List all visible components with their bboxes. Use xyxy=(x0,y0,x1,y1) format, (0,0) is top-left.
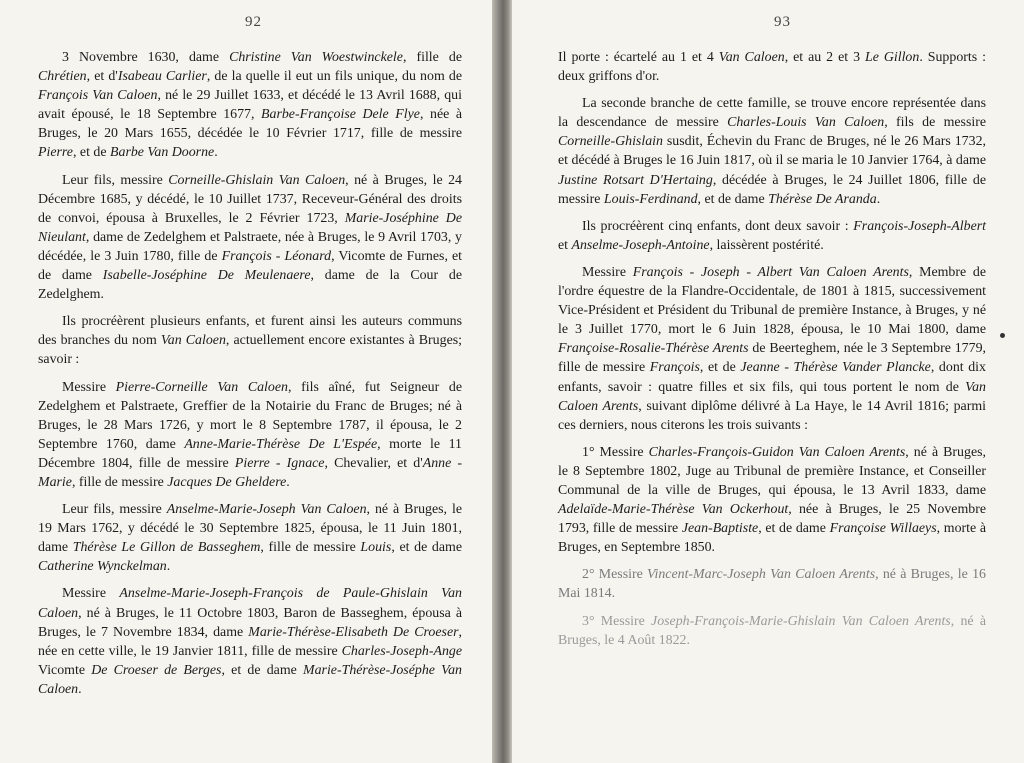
text-run: Messire xyxy=(62,379,116,395)
paragraph xyxy=(558,612,986,650)
italic-name: Louis xyxy=(360,540,392,556)
text-run: . xyxy=(214,145,218,161)
text-run: , et au 2 et 3 xyxy=(784,50,865,65)
italic-name: François-Joseph-Albert xyxy=(853,218,986,234)
text-run: , né à Bruges, le 4 Août 1822. xyxy=(558,613,986,648)
italic-name: Anne-Marie-Thérèse De L'Espée xyxy=(184,436,378,452)
italic-name: Charles-Joseph-Ange xyxy=(341,643,462,659)
italic-name: Marie-Thérèse-Elisabeth De Croeser xyxy=(248,624,459,640)
text-run: , née à Bruges, le 25 Novembre 1793, fille de messire xyxy=(558,502,986,537)
italic-name: Anselme-Marie-Joseph-François de Paule-Ghislain Van Caloen xyxy=(38,586,462,621)
text-run: , et de dame xyxy=(221,662,304,678)
text-run: 1° Messire xyxy=(582,444,649,460)
text-run: , Membre de l'ordre équestre de la Flandre-Occidentale, de 1801 à 1815, successivement Vice-Président et Président du Tribunal de première Instance, à Bruges, y né le 3 Juillet 1770, mort le 6 Juin 1828, épousa, le 10 Mai 1800, dame xyxy=(558,264,987,338)
text-run: . xyxy=(286,474,290,490)
paragraph xyxy=(38,584,462,699)
text-run: , et d' xyxy=(86,69,118,85)
right-page xyxy=(512,0,1024,763)
italic-name: Catherine Wynckelman xyxy=(38,559,167,575)
italic-name: Jeanne - Thérèse Vander Plancke xyxy=(740,360,931,376)
italic-name: Barbe-Françoise Dele Flye xyxy=(261,107,420,123)
text-run: Ils procréèrent plusieurs enfants, et furent ainsi les auteurs communs des branches du nom xyxy=(38,314,462,349)
italic-name: Van Caloen xyxy=(718,50,785,65)
text-run: , né à Bruges, le 8 Septembre 1802, Juge au Tribunal de première Instance, et Conseiller Communal de la ville de Bruges, qui épousa, le 13 Avril 1833, dame xyxy=(558,444,986,498)
paragraph xyxy=(558,263,986,435)
text-run: , et de xyxy=(699,360,741,376)
text-run: , née à Bruges, le 20 Mars 1655, décédée le 10 Février 1717, fille de messire xyxy=(38,107,462,142)
text-run: , fille de messire xyxy=(260,540,361,556)
italic-name: Thérèse De Aranda xyxy=(768,191,877,207)
italic-name: François - Joseph - Albert Van Caloen Arents xyxy=(632,264,909,280)
italic-name: Anselme-Marie-Joseph Van Caloen xyxy=(166,502,367,518)
left-page xyxy=(0,0,492,763)
italic-name: François Van Caloen xyxy=(38,88,158,104)
italic-name: Justine Rotsart D'Hertaing xyxy=(558,172,713,188)
text-run: , fils de messire xyxy=(884,115,987,131)
paragraph xyxy=(38,500,462,576)
text-run: , et de xyxy=(72,145,111,161)
text-run: susdit, Échevin du Franc de Bruges, né le 26 Mars 1732, et décédé à Bruges le 16 Juin 1817, où il se maria le 10 Janvier 1764, à dame xyxy=(558,134,986,169)
text-run: , et de dame xyxy=(758,521,830,537)
text-run: et xyxy=(558,237,572,253)
paragraph xyxy=(558,94,986,209)
paragraph xyxy=(558,443,986,558)
italic-name: Pierre-Corneille Van Caloen xyxy=(115,379,288,395)
italic-name: François - Léonard xyxy=(221,248,332,264)
italic-name: Isabelle-Joséphine De Meulenaere xyxy=(102,268,311,284)
text-run: Messire xyxy=(62,586,120,602)
italic-name: Corneille-Ghislain xyxy=(558,134,663,150)
text-run: Leur fils, messire xyxy=(62,172,169,188)
italic-name: Thérèse Le Gillon de Basseghem xyxy=(72,540,261,556)
text-run: . Supports : deux griffons d'or. xyxy=(558,50,986,85)
text-run: 3° Messire xyxy=(582,613,652,629)
italic-name: Marie-Joséphine De Nieulant xyxy=(38,210,462,245)
italic-name: Van Caloen xyxy=(160,333,226,349)
text-run: , laissèrent postérité. xyxy=(709,237,824,253)
italic-name: Jacques De Gheldere xyxy=(167,474,287,490)
italic-name: Pierre - Ignace xyxy=(234,455,325,471)
text-run: Vicomte xyxy=(38,662,92,678)
text-run: , et de dame xyxy=(391,540,462,556)
italic-name: Joseph-François-Marie-Ghislain Van Caloen Arents xyxy=(651,613,951,629)
text-run: , Vicomte de Furnes, et de dame xyxy=(38,248,463,284)
italic-name: Charles-François-Guidon Van Caloen Arents xyxy=(648,444,906,460)
text-run: , fils aîné, fut Seigneur de Zedelghem et Palstraete, Greffier de la Notairie du Franc de Bruges; né à Bruges, le 28 Mars 1726, y mort le 8 Septembre 1787, il épousa, le 2 Septembre 1760, dame xyxy=(38,379,462,452)
text-run: 3 Novembre 1630, dame xyxy=(62,50,230,65)
ink-spot xyxy=(1000,333,1005,338)
paragraph xyxy=(558,48,986,86)
text-run: , morte à Bruges, en Septembre 1850. xyxy=(558,521,987,556)
text-run: , de la quelle il eut un fils unique, du nom de xyxy=(206,69,462,85)
italic-name: Anselme-Joseph-Antoine xyxy=(571,237,710,253)
italic-name: Françoise Willaeys xyxy=(829,521,937,537)
right-page-number: 93 xyxy=(774,14,791,30)
text-run: La seconde branche de cette famille, se trouve encore représentée dans la descendance de messire xyxy=(558,96,986,131)
text-run: , né à Bruges, le 19 Mars 1762, y décédé le 30 Septembre 1825, épousa, le 11 Juin 1801, dame xyxy=(38,502,463,556)
italic-name: Jean-Baptiste xyxy=(681,521,759,537)
paragraph xyxy=(38,378,462,493)
text-run: . xyxy=(876,191,881,207)
text-run: , né à Bruges, le 11 Octobre 1803, Baron de Basseghem, épousa à Bruges, le 7 Novembre 1834, dame xyxy=(38,605,462,640)
text-run: , né à Bruges, le 24 Décembre 1685, y décédé, le 10 Juillet 1737, Receveur-Général des droits de convoi, épousa à Bruxelles, le 2 Février 1723, xyxy=(38,172,463,226)
text-run: , fille de messire xyxy=(71,474,168,490)
text-run: , dame de Zedelghem et Palstraete, née à Bruges, le 9 Avril 1703, y décédée, le 3 Juin 1780, fille de xyxy=(38,229,462,264)
paragraph xyxy=(558,217,986,255)
italic-name: François xyxy=(649,360,700,376)
text-run: 2° Messire xyxy=(582,567,648,583)
italic-name: Isabeau Carlier xyxy=(117,69,207,85)
left-page-number: 92 xyxy=(245,14,262,30)
italic-name: Le Gillon xyxy=(864,50,920,65)
italic-name: Marie-Thérèse-Joséphe Van Caloen xyxy=(38,662,462,697)
italic-name: Pierre xyxy=(38,145,73,161)
text-run: Leur fils, messire xyxy=(62,502,167,518)
text-run: Il porte : écartelé au 1 et 4 xyxy=(558,50,719,65)
paragraph xyxy=(38,312,462,369)
text-run: , morte le 11 Décembre 1804, fille de messire xyxy=(38,436,462,471)
text-run: . xyxy=(78,681,82,697)
text-run: , dame de la Cour de Zedelghem. xyxy=(38,268,462,303)
text-run: , dont dix enfants, savoir : quatre filles et six fils, qui tous portent le nom de xyxy=(558,360,986,395)
italic-name: Corneille-Ghislain Van Caloen xyxy=(168,172,346,188)
right-page-text xyxy=(558,48,986,658)
italic-name: De Croeser de Berges xyxy=(91,662,222,678)
text-run: . xyxy=(166,559,171,575)
text-run: , fille de xyxy=(402,50,462,65)
paragraph xyxy=(38,48,462,163)
text-run: , et de dame xyxy=(697,191,769,207)
text-run: Ils procréèrent cinq enfants, dont deux savoir : xyxy=(582,218,854,234)
text-run: , née en cette ville, le 19 Janvier 1811, fille de messire xyxy=(38,624,463,659)
italic-name: Françoise-Rosalie-Thérèse Arents xyxy=(558,341,749,357)
italic-name: Vincent-Marc-Joseph Van Caloen Arents xyxy=(647,567,876,583)
text-run: , décédée à Bruges, le 24 Juillet 1806, fille de messire xyxy=(558,172,986,207)
text-run: , né le 29 Juillet 1633, et décédé le 13 Avril 1688, qui avait épousé, le 18 Septembre 1677, xyxy=(38,88,462,123)
text-run: , Chevalier, et d' xyxy=(324,455,423,471)
paragraph xyxy=(38,171,462,305)
book-gutter xyxy=(492,0,512,763)
text-run: , né à Bruges, le 16 Mai 1814. xyxy=(558,567,986,602)
italic-name: Chrétien xyxy=(38,69,87,85)
italic-name: Van Caloen Arents xyxy=(558,379,986,414)
italic-name: Anne - Marie xyxy=(38,455,462,490)
text-run: , actuellement encore existantes à Bruges; savoir : xyxy=(38,333,462,368)
text-run: Messire xyxy=(582,264,633,280)
italic-name: Louis-Ferdinand xyxy=(603,191,698,207)
italic-name: Charles-Louis Van Caloen xyxy=(727,115,885,131)
paragraph xyxy=(558,565,986,603)
text-run: , suivant diplôme délivré à La Haye, le 14 Avril 1816; parmi ces derniers, nous citerons les trois suivants : xyxy=(558,398,986,433)
left-page-text xyxy=(38,48,462,707)
italic-name: Barbe Van Doorne xyxy=(110,145,215,161)
text-run: de Beerteghem, née le 3 Septembre 1779, fille de messire xyxy=(558,341,986,376)
italic-name: Christine Van Woestwinckele xyxy=(229,50,403,65)
italic-name: Adelaïde-Marie-Thérèse Van Ockerhout xyxy=(558,502,789,518)
